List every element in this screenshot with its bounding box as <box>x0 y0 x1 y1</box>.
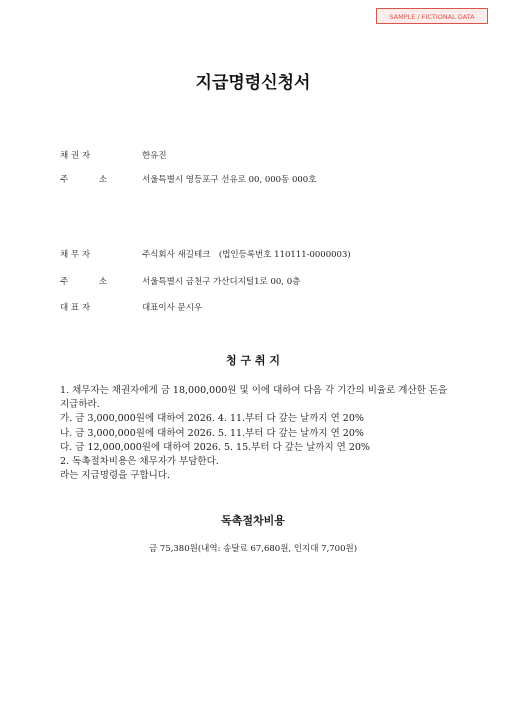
creditor-address: 서울특별시 영등포구 선유로 00, 000동 000호 <box>142 175 317 185</box>
sample-stamp: SAMPLE / FICTIONAL DATA <box>376 8 488 24</box>
creditor-name-label: 채 권 자 <box>60 151 91 161</box>
claim-line: 라는 지급명령을 구합니다. <box>60 470 171 482</box>
claim-line: 다. 금 12,000,000원에 대하여 2026. 5. 15.부터 다 갚는 날까지 연 20% <box>60 441 370 453</box>
debtor-rep-label: 대 표 자 <box>60 303 91 313</box>
debtor-rep: 대표이사 문시우 <box>142 303 203 313</box>
debtor-address-label: 주 소 <box>60 277 122 287</box>
debtor-name: 주식회사 새길테크 (법인등록번호 110111-0000003) <box>142 250 351 260</box>
claim-line: 나. 금 3,000,000원에 대하여 2026. 5. 11.부터 다 갚는 날까지 연 20% <box>60 427 364 439</box>
cost-heading: 독촉절차비용 <box>221 514 285 527</box>
claim-line: 2. 독촉절차비용은 채무자가 부담한다. <box>60 456 219 468</box>
creditor-name: 한유진 <box>142 151 167 161</box>
creditor-address-label: 주 소 <box>60 175 122 185</box>
debtor-name-label: 채 무 자 <box>60 250 91 260</box>
claim-line: 가. 금 3,000,000원에 대하여 2026. 4. 11.부터 다 갚는 날까지 연 20% <box>60 413 364 425</box>
document-title: 지급명령신청서 <box>195 73 311 93</box>
claim-body <box>60 384 452 483</box>
claim-heading: 청 구 취 지 <box>226 354 280 367</box>
cost-text: 금 75,380원(내역: 송달료 67,680원, 인지대 7,700원) <box>148 544 358 554</box>
debtor-address: 서울특별시 금천구 가산디지털1로 00, 0층 <box>142 277 301 287</box>
claim-line: 1. 채무자는 채권자에게 금 18,000,000원 및 이에 대하여 다음 각 기간의 비율로 계산한 돈을 지급하라. <box>60 385 448 411</box>
